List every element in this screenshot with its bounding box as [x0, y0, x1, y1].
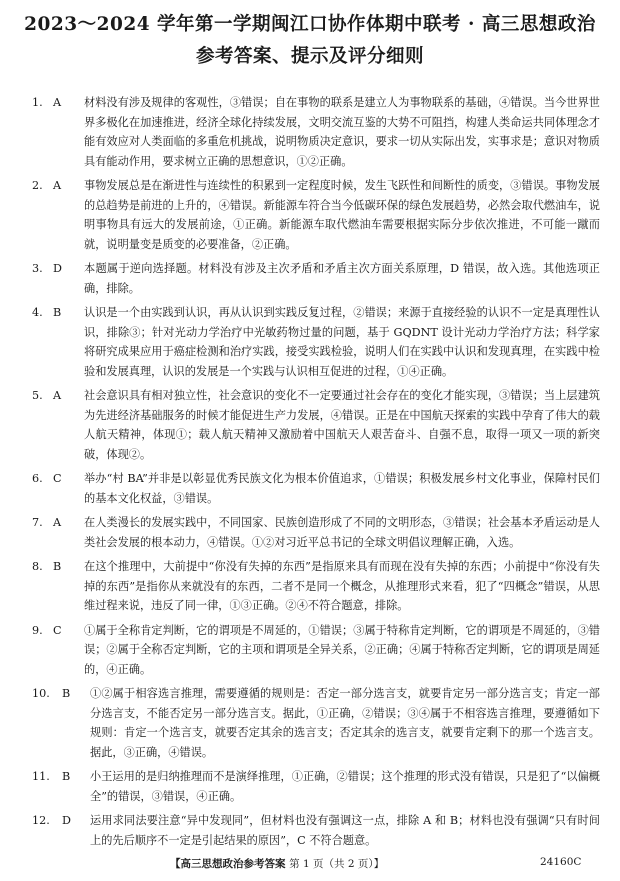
item-explanation: 本题属于逆向选择题。材料没有涉及主次矛盾和矛盾主次方面关系原理，D 错误，故入选。其他选项正确，排除。: [84, 262, 600, 295]
item-explanation: ①②属于相容选言推理，需要遵循的规则是：否定一部分选言支，就要肯定另一部分选言支；肯定一部分选言支，不能否定另一部分选言支。据此，①正确，②错误；③④属于不相容选言推理，要遵循如下规则：肯定一个选言支，就要否定其余的选言支；否定其余的选言支，就要肯定剩下的那一个选言支。据此，③正确，④错误。: [90, 687, 600, 759]
item-explanation: 举办“村 BA”并非是以彰显优秀民族文化为根本价值追求，①错误；积极发展乡村文化事业，保障村民们的基本文化权益，③错误。: [84, 472, 600, 505]
item-number: 2.: [32, 179, 43, 192]
item-number: 1.: [32, 96, 43, 109]
answer-item: [32, 767, 600, 806]
item-number: 11.: [32, 770, 50, 783]
item-explanation: 在人类漫长的发展实践中，不同国家、民族创造形成了不同的文明形态，③错误；社会基本矛盾运动是人类社会发展的根本动力，④错误。①②对习近平总书记的全球文明倡议理解正确，入选。: [84, 516, 600, 549]
item-explanation: 事物发展总是在渐进性与连续性的积累到一定程度时候，发生飞跃性和间断性的质变，③错误。事物发展的总趋势是前进的上升的，④错误。新能源车符合当今低碳环保的绿色发展趋势，必然会取代燃油车，说明事物具有远大的发展前途，①正确。新能源车取代燃油车需要根据实际分步依次推进，不可能一蹴而就，说明量变是质变的必要准备，②正确。: [84, 179, 600, 251]
page-subtitle: 参考答案、提示及评分细则: [195, 46, 424, 67]
answer-item: [32, 557, 600, 616]
item-answer: A: [53, 96, 62, 109]
answer-item: [32, 303, 600, 381]
answer-item: [32, 386, 600, 464]
item-number: 6.: [32, 472, 43, 485]
item-answer: D: [53, 262, 62, 275]
item-number: 4.: [32, 306, 43, 319]
item-explanation: 在这个推理中，大前提中“你没有失掉的东西”是指原来具有而现在没有失掉的东西；小前提中“你没有失掉的东西”是指你从来就没有的东西，二者不是同一个概念，从推理形式来看，犯了“四概念”错误，从思维过程来说，违反了同一律，①③正确。②④不符合题意，排除。: [84, 560, 600, 612]
answer-item: [32, 513, 600, 552]
item-explanation: ①属于全称肯定判断，它的谓项是不周延的，①错误；③属于特称肯定判断，它的谓项是不周延的，③错误；②属于全称否定判断，它的主项和谓项是全异关系，②正确；④属于特称否定判断，它的谓项是周延的，④正确。: [84, 623, 600, 676]
item-answer: D: [62, 814, 71, 827]
item-number: 5.: [32, 389, 43, 402]
item-number: 12.: [32, 814, 50, 827]
answer-item: [32, 176, 600, 254]
item-answer: B: [62, 770, 71, 783]
page-number: 第 1 页（共 2 页）】: [289, 858, 385, 870]
item-explanation: 材料没有涉及规律的客观性，③错误；自在事物的联系是建立人为事物联系的基础，④错误。当今世界世界多极化在加速推进，经济全球化持续发展，文明交流互鉴的大势不可阻挡，构建人类命运共同体理念才能有效应对人类面临的多重危机挑战，说明物质决定意识，要求一切从实际出发，实事求是；意识对物质具有能动作用，要求树立正确的思想意识，①②正确。: [84, 96, 600, 168]
answer-item: [32, 684, 600, 762]
item-answer: A: [53, 516, 62, 529]
footer-title: 【高三思想政治参考答案: [170, 858, 286, 870]
item-explanation: 社会意识具有相对独立性，社会意识的变化不一定要通过社会存在的变化才能实现，③错误；当上层建筑为先进经济基础服务的时候才能促进生产力发展，④错误。正是在中国航天探索的实践中孕育了伟大的载人航天精神，体现①；载人航天精神又激励着中国航天人艰苦奋斗、自强不息，取得一项又一项的新突破，体现②。: [84, 389, 600, 461]
item-number: 3.: [32, 262, 43, 275]
item-explanation: 小王运用的是归纳推理而不是演绎推理，①正确，②错误；这个推理的形式没有错误，只是犯了“以偏概全”的错误，③错误，④正确。: [90, 770, 600, 803]
footer-title-group: [170, 856, 384, 871]
item-answer: A: [53, 389, 62, 402]
answer-item: [32, 621, 600, 680]
answer-list: [32, 93, 600, 855]
item-number: 9.: [32, 623, 43, 637]
item-answer: B: [62, 687, 71, 700]
item-answer: A: [53, 179, 62, 192]
page-title: 2023～2024 学年第一学期闽江口协作体期中联考 · 高三思想政治: [24, 14, 596, 35]
item-number: 10.: [32, 687, 50, 700]
answer-item: [32, 469, 600, 508]
item-explanation: 认识是一个由实践到认识，再从认识到实践反复过程，②错误；来源于直接经验的认识不一定是真理性认识，排除③；针对光动力学治疗中光敏药物过量的问题，基于 GQDNT 设计光动力学治疗方法；科学家将研究成果应用于癌症检测和治疗实践，接受实践检验，说明人们在实践中认识和发现真理，在实践中检验和发展真理，认识的发展是一个实践与认识相互促进的过程，①④正确。: [84, 306, 600, 378]
item-answer: C: [53, 472, 62, 485]
answer-item: [32, 93, 600, 171]
document-code: 24160C: [540, 856, 582, 868]
answer-item: [32, 259, 600, 298]
item-answer: B: [53, 306, 62, 319]
item-number: 8.: [32, 560, 43, 573]
answer-item: [32, 811, 600, 850]
item-answer: C: [53, 623, 62, 637]
item-answer: B: [53, 560, 62, 573]
item-number: 7.: [32, 516, 43, 529]
item-explanation: 运用求同法要注意“异中发现同”，但材料也没有强调这一点，排除 A 和 B；材料也没有强调“只有时间上的先后顺序不一定是引起结果的原因”，C 不符合题意。: [90, 814, 600, 847]
